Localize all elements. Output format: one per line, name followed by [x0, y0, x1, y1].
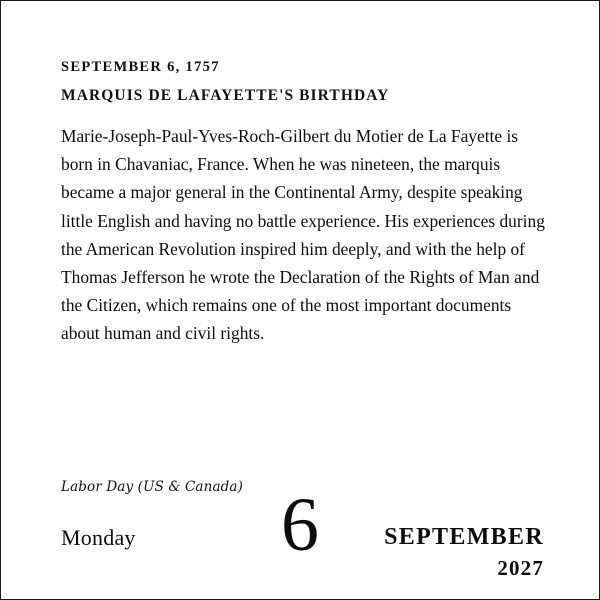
year-label: 2027: [497, 556, 544, 580]
holiday-note: Labor Day (US & Canada): [61, 479, 243, 495]
day-number: 6: [281, 482, 319, 567]
calendar-footer: [1, 429, 599, 599]
entry-content: [61, 59, 547, 348]
entry-headline: MARQUIS DE LAFAYETTE'S BIRTHDAY: [61, 87, 390, 104]
month-label: SEPTEMBER: [384, 524, 544, 550]
entry-body: Marie-Joseph-Paul-Yves-Roch-Gilbert du Motier de La Fayette is born in Chavaniac, France. When he was nineteen, the marquis became a major general in the Continental Army, despite speaking little English and having no battle experience. His experiences during the American Revolution inspired him deeply, and with the help of Thomas Jefferson he wrote the Declaration of the Rights of Man and the Citizen, which remains one of the most important documents about human and civil rights.: [61, 126, 545, 344]
weekday-label: Monday: [61, 525, 136, 550]
entry-date: SEPTEMBER 6, 1757: [61, 59, 220, 75]
